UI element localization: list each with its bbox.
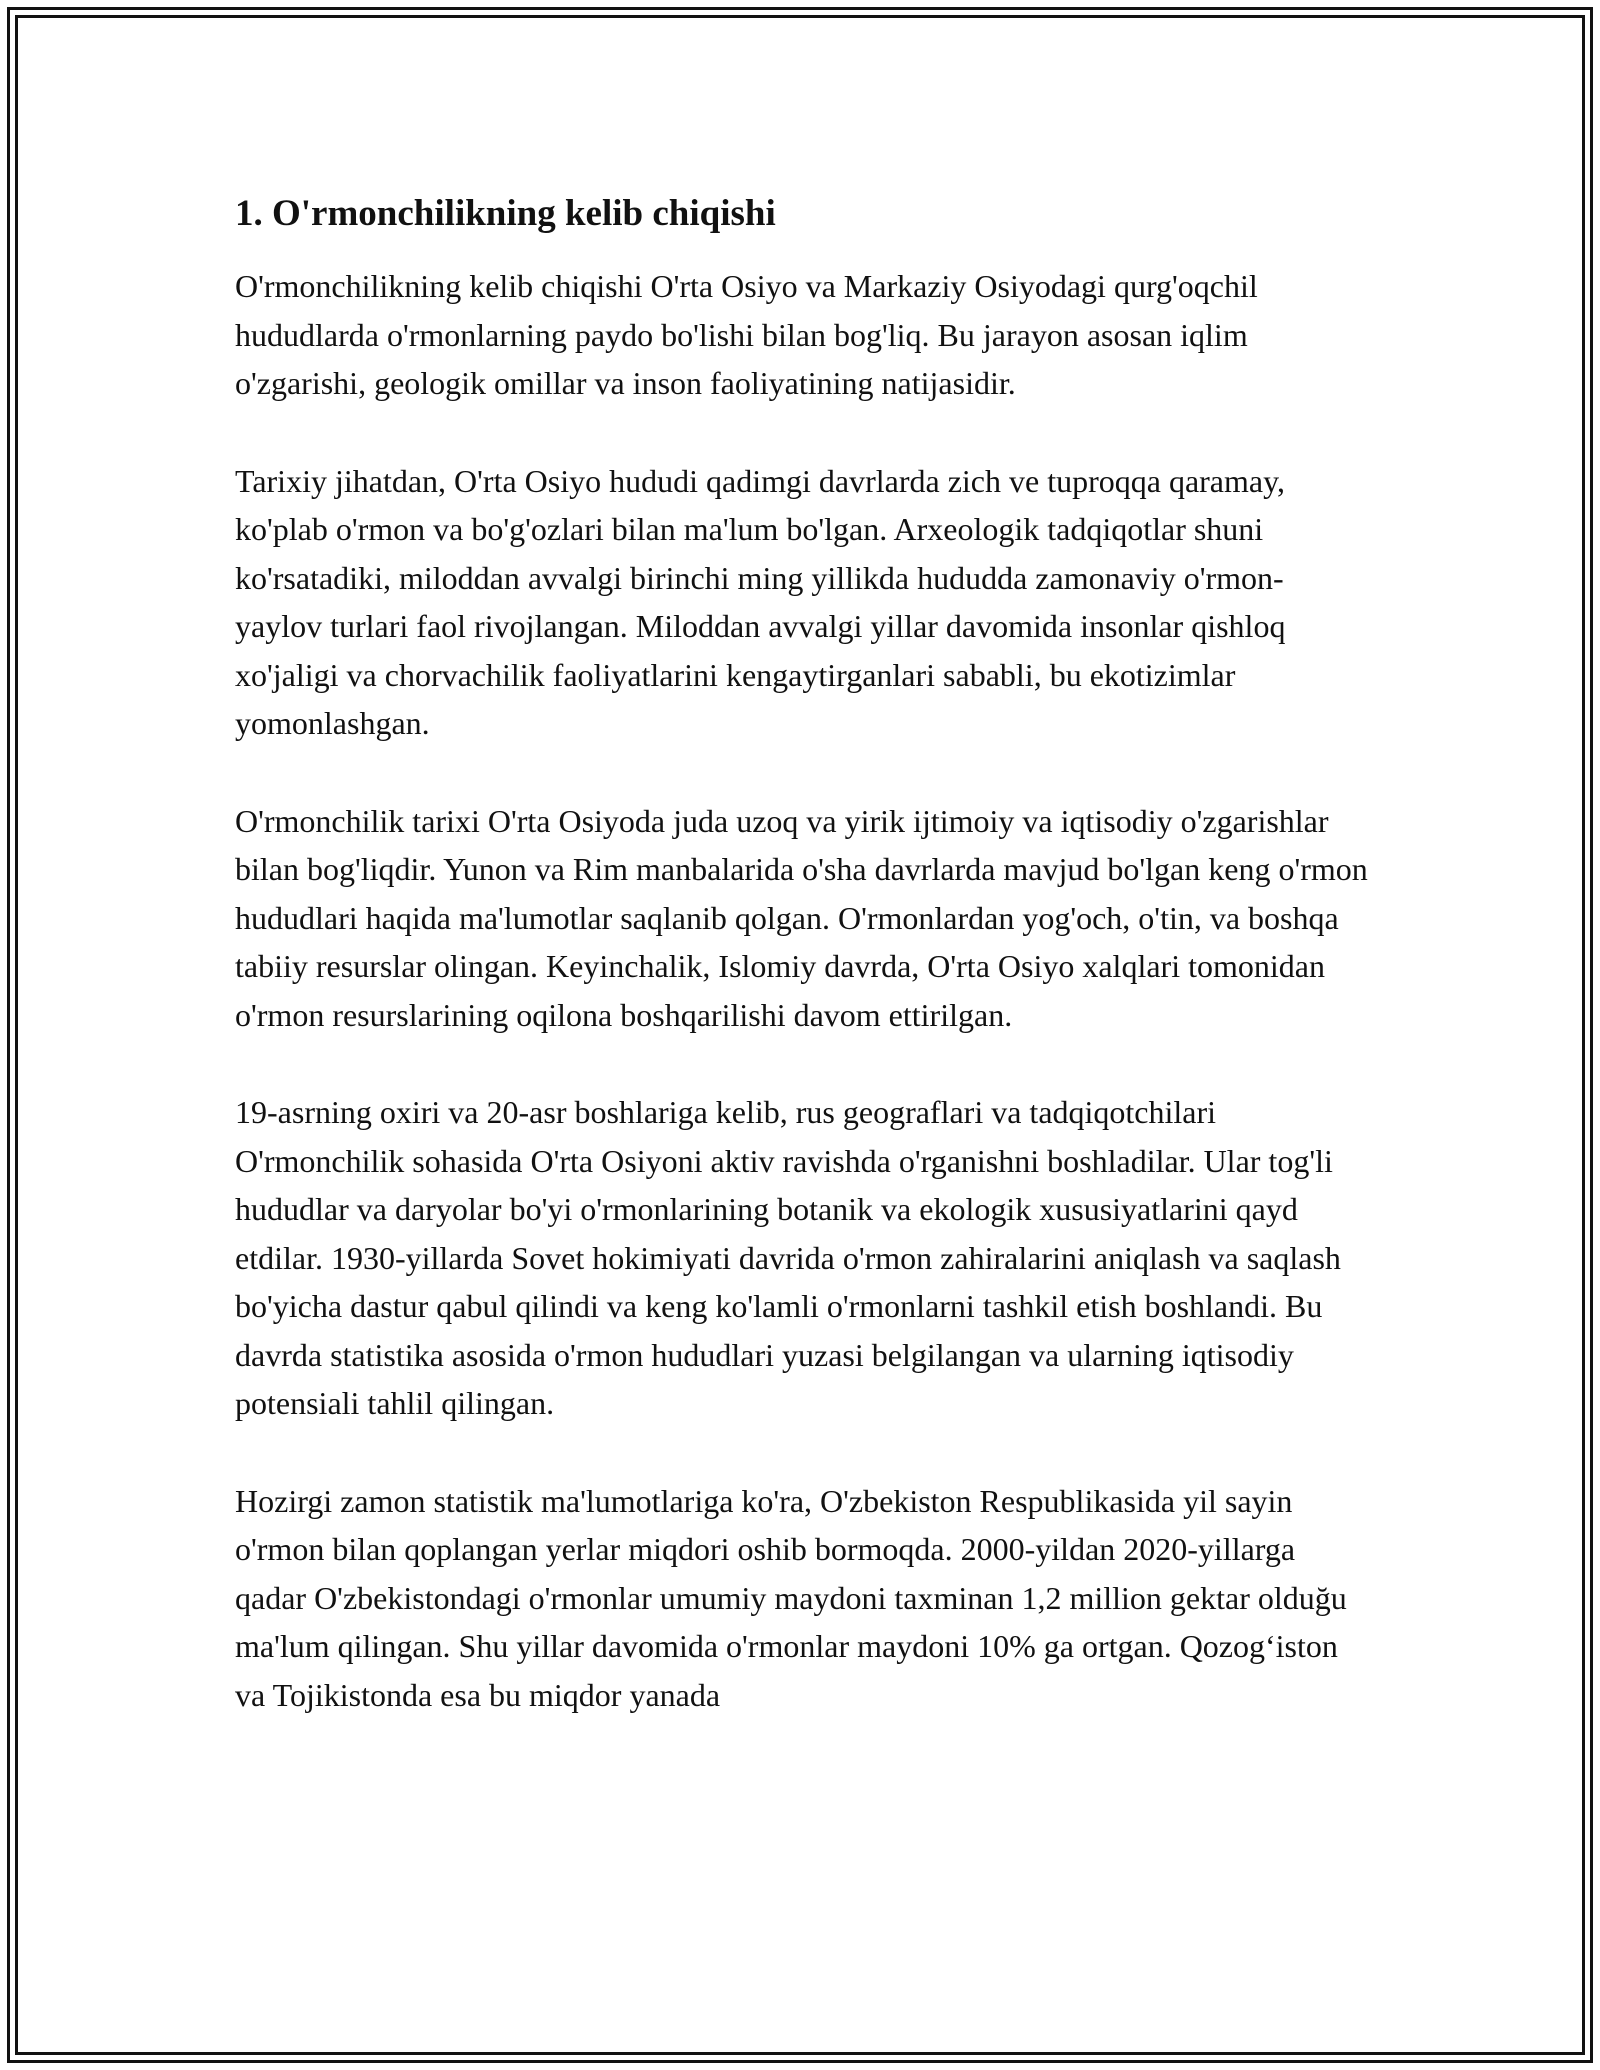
section-heading: 1. O'rmonchilikning kelib chiqishi (235, 193, 776, 234)
paragraph-soviet-era: 19-asrning oxiri va 20-asr boshlariga kelib, rus geograflari va tadqiqotchilari O'rmonchilik sohasida O'rta Osiyoni aktiv ravishda o'rganishni boshladilar. Ular tog'li hududlar va daryolar bo'yi o'rmonlarining botanik va ekologik xususiyatlarini qayd etdilar. 1930-yillarda Sovet hokimiyati davrida o'rmon zahiralarini aniqlash va saqlash bo'yicha dastur qabul qilindi va keng ko'lamli o'rmonlarni tashkil etish boshlandi. Bu davrda statistika asosida o'rmon hududlari yuzasi belgilangan va ularning iqtisodiy potensiali tahlil qilingan. (235, 1094, 1341, 1421)
paragraph-origin: O'rmonchilikning kelib chiqishi O'rta Osiyo va Markaziy Osiyodagi qurg'oqchil hududlarda o'rmonlarning paydo bo'lishi bilan bog'liq. Bu jarayon asosan iqlim o'zgarishi, geologik omillar va inson faoliyatining natijasidir. (235, 268, 1258, 401)
document-body (235, 188, 1370, 1768)
paragraph-history: Tarixiy jihatdan, O'rta Osiyo hududi qadimgi davrlarda zich ve tuproqqa qaramay, ko'plab o'rmon va bo'g'ozlari bilan ma'lum bo'lgan. Arxeologik tadqiqotlar shuni ko'rsatadiki, miloddan avvalgi birinchi ming yillikda hududda zamonaviy o'rmon-yaylov turlari faol rivojlangan. Miloddan avvalgi yillar davomida insonlar qishloq xo'jaligi va chorvachilik faoliyatlarini kengaytirganlari sababli, bu ekotizimlar yomonlashgan. (235, 462, 1286, 741)
paragraph-ancient-sources: O'rmonchilik tarixi O'rta Osiyoda juda uzoq va yirik ijtimoiy va iqtisodiy o'zgarishlar bilan bog'liqdir. Yunon va Rim manbalarida o'sha davrlarda mavjud bo'lgan keng o'rmon hududlari haqida ma'lumotlar saqlanib qolgan. O'rmonlardan yog'och, o'tin, va boshqa tabiiy resurslar olingan. Keyinchalik, Islomiy davrda, O'rta Osiyo xalqlari tomonidan o'rmon resurslarining oqilona boshqarilishi davom ettirilgan. (235, 802, 1368, 1033)
paragraph-modern-statistics: Hozirgi zamon statistik ma'lumotlariga ko'ra, O'zbekiston Respublikasida yil sayin o'rmon bilan qoplangan yerlar miqdori oshib bormoqda. 2000-yildan 2020-yillarga qadar O'zbekistondagi o'rmonlar umumiy maydoni taxminan 1,2 million gektar olduğu ma'lum qilingan. Shu yillar davomida o'rmonlar maydoni 10% ga ortgan. Qozog‘iston va Tojikistonda esa bu miqdor yanada (235, 1482, 1347, 1713)
